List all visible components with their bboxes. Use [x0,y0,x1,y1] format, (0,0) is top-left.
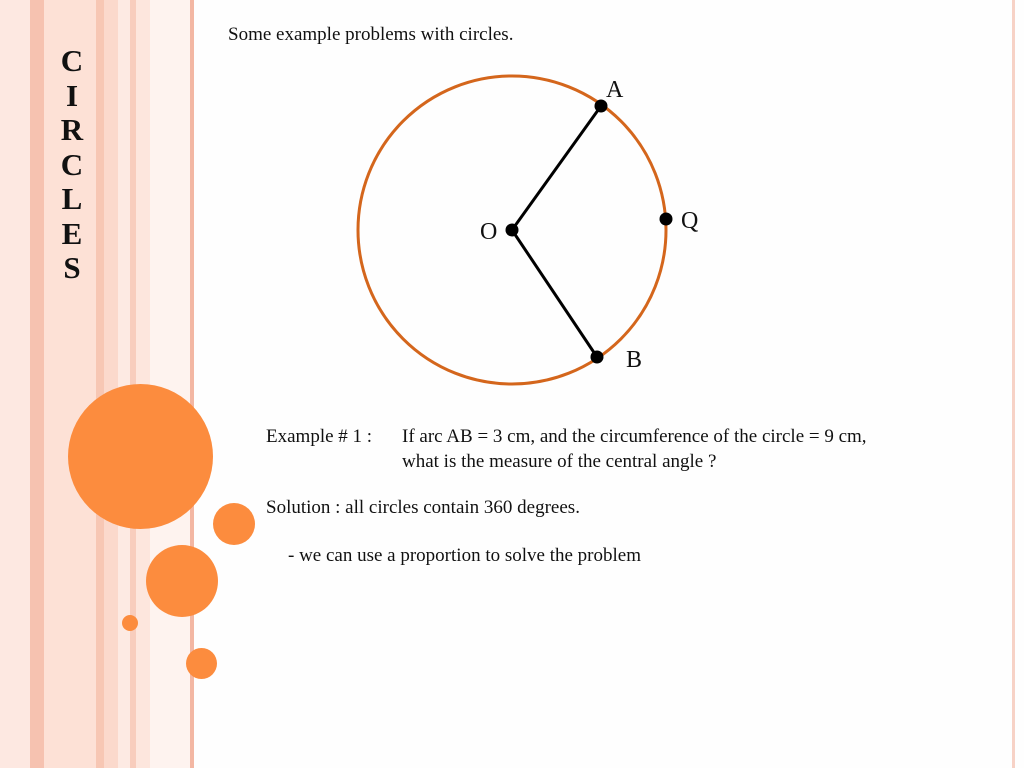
label-o: O [480,219,498,245]
radius-oa [512,106,601,230]
example-question-line1: If arc AB = 3 cm, and the circumference of the circle = 9 cm, [402,426,867,447]
title-letter: C [60,146,84,182]
title-letter: R [60,112,84,147]
solution-line1: Solution : all circles contain 360 degrees. [266,497,580,518]
point-b [591,351,604,364]
title-letter: C [60,43,84,78]
title-letter: E [61,215,83,251]
example-question-line2: what is the measure of the central angle ? [402,451,717,472]
label-q: Q [681,208,699,234]
title-letter: S [63,250,81,285]
point-o [506,224,519,237]
label-a: A [606,77,624,103]
solution-line2: - we can use a proportion to solve the problem [288,545,641,566]
slide-caption: Some example problems with circles. [228,24,514,45]
example-label: Example # 1 : [266,426,373,447]
title-letter: L [61,181,83,216]
label-b: B [626,347,643,373]
radius-ob [512,230,597,357]
point-q [660,213,673,226]
title-letter: I [65,77,79,113]
